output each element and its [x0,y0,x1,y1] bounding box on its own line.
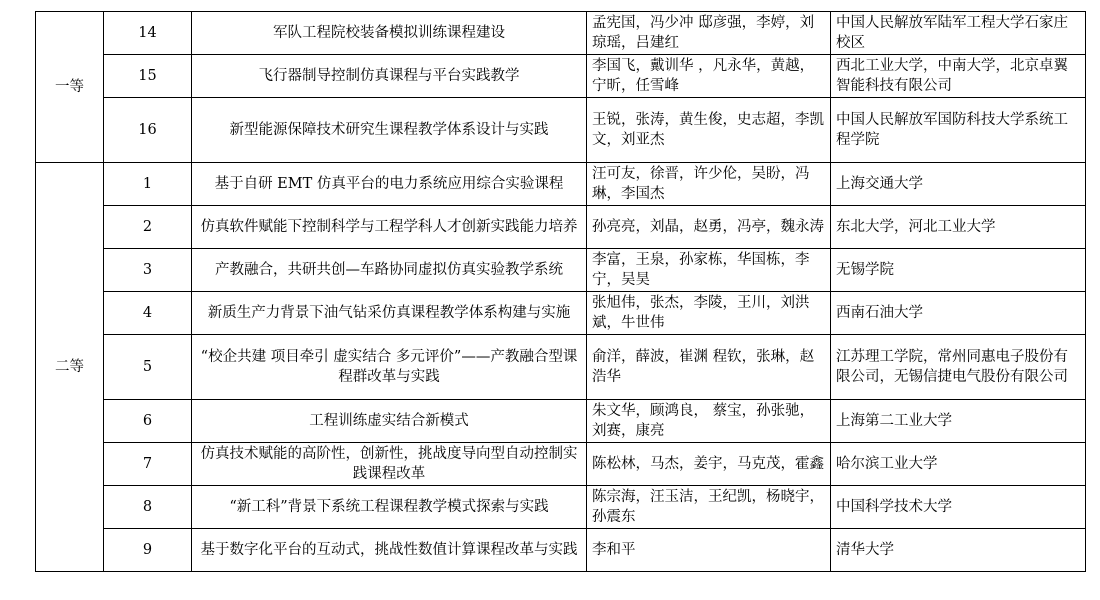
institution-cell: 中国人民解放军国防科技大学系统工程学院 [831,98,1086,163]
institution-cell: 中国人民解放军陆军工程大学石家庄校区 [831,12,1086,55]
project-title: “新工科”背景下系统工程课程教学模式探索与实践 [192,486,587,529]
project-title: 军队工程院校装备模拟训练课程建设 [192,12,587,55]
project-title: 仿真技术赋能的高阶性，创新性，挑战度导向型自动控制实践课程改革 [192,443,587,486]
members-cell: 孟宪国，冯少冲 邸彦强，李婷，刘琼瑶，吕建红 [587,12,831,55]
institution-cell: 上海交通大学 [831,163,1086,206]
row-number: 15 [104,55,192,98]
table-row [36,335,1086,400]
members-cell: 李和平 [587,529,831,572]
institution-cell: 哈尔滨工业大学 [831,443,1086,486]
row-number: 9 [104,529,192,572]
project-title: 工程训练虚实结合新模式 [192,400,587,443]
institution-cell: 江苏理工学院，常州同惠电子股份有限公司，无锡信捷电气股份有限公司 [831,335,1086,400]
row-number: 1 [104,163,192,206]
table-row [36,292,1086,335]
project-title: 仿真软件赋能下控制科学与工程学科人才创新实践能力培养 [192,206,587,249]
row-number: 6 [104,400,192,443]
institution-cell: 西南石油大学 [831,292,1086,335]
table-row [36,529,1086,572]
institution-cell: 东北大学，河北工业大学 [831,206,1086,249]
members-cell: 张旭伟，张杰，李陵，王川，刘洪斌，牛世伟 [587,292,831,335]
members-cell: 孙亮亮，刘晶，赵勇，冯亭，魏永涛 [587,206,831,249]
members-cell: 李富，王泉，孙家栋，华国栋，李宁，吴昊 [587,249,831,292]
grade-cell: 一等 [36,12,104,163]
institution-cell: 西北工业大学，中南大学，北京卓翼智能科技有限公司 [831,55,1086,98]
table-row [36,55,1086,98]
table-row [36,400,1086,443]
row-number: 5 [104,335,192,400]
members-cell: 陈松林，马杰，姜宇，马克茂，霍鑫 [587,443,831,486]
row-number: 7 [104,443,192,486]
table-row [36,163,1086,206]
table-row [36,443,1086,486]
project-title: 新质生产力背景下油气钻采仿真课程教学体系构建与实施 [192,292,587,335]
awards-table [35,11,1086,572]
project-title: “校企共建 项目牵引 虚实结合 多元评价”——产教融合型课程群改革与实践 [192,335,587,400]
members-cell: 汪可友，徐晋，许少伦，吴盼，冯琳，李国杰 [587,163,831,206]
project-title: 产教融合，共研共创—车路协同虚拟仿真实验教学系统 [192,249,587,292]
row-number: 8 [104,486,192,529]
project-title: 基于自研 EMT 仿真平台的电力系统应用综合实验课程 [192,163,587,206]
institution-cell: 无锡学院 [831,249,1086,292]
row-number: 2 [104,206,192,249]
institution-cell: 中国科学技术大学 [831,486,1086,529]
project-title: 飞行器制导控制仿真课程与平台实践教学 [192,55,587,98]
project-title: 新型能源保障技术研究生课程教学体系设计与实践 [192,98,587,163]
awards-table-body [36,12,1086,572]
project-title: 基于数字化平台的互动式，挑战性数值计算课程改革与实践 [192,529,587,572]
members-cell: 王锐，张涛，黄生俊，史志超，李凯文，刘亚杰 [587,98,831,163]
table-row [36,12,1086,55]
row-number: 16 [104,98,192,163]
members-cell: 陈宗海，汪玉洁，王纪凯，杨晓宇，孙震东 [587,486,831,529]
members-cell: 李国飞，戴训华 ，凡永华，黄越，宁昕，任雪峰 [587,55,831,98]
table-row [36,249,1086,292]
row-number: 4 [104,292,192,335]
members-cell: 俞洋，薛波，崔渊 程钦，张琳，赵浩华 [587,335,831,400]
row-number: 3 [104,249,192,292]
grade-cell: 二等 [36,163,104,572]
row-number: 14 [104,12,192,55]
institution-cell: 清华大学 [831,529,1086,572]
members-cell: 朱文华，顾鸿良， 蔡宝，孙张驰，刘赛，康亮 [587,400,831,443]
table-row [36,98,1086,163]
table-row [36,486,1086,529]
table-row [36,206,1086,249]
institution-cell: 上海第二工业大学 [831,400,1086,443]
